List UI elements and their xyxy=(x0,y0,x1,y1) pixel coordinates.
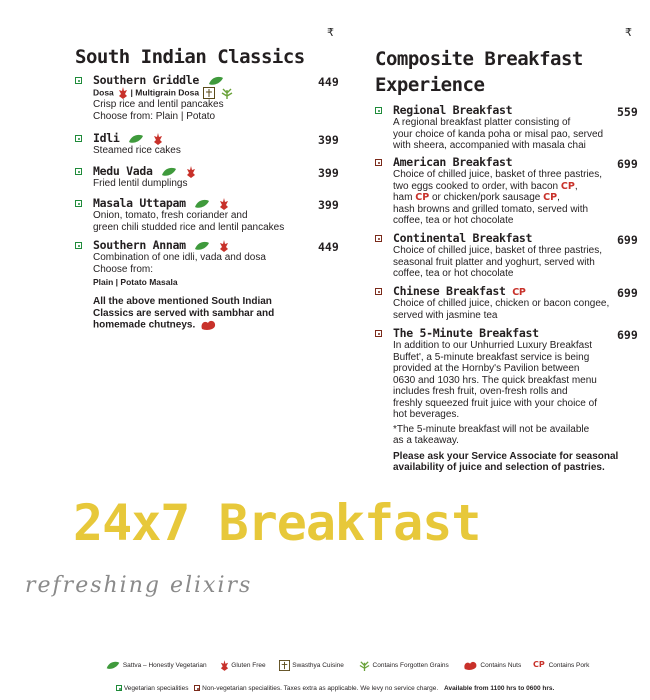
item-name: Southern Annam xyxy=(93,238,186,252)
item-choose: Choose from: Plain | Potato xyxy=(93,110,216,122)
ask-line-1: Please ask your Service Associate for seasonal xyxy=(393,450,619,462)
item-desc-line-4: hash browns and grilled tomato, served with xyxy=(393,203,589,215)
menu-item-american-breakfast: American Breakfast Choice of chilled juice, basket of three pastries, two eggs cooked to order, with bacon CP, ham CP or chicken/pork sausage CP, hash browns and grilled tomato, served with coffee, tea or hot chocolate xyxy=(393,155,633,227)
contains-pork-badge: CP xyxy=(560,180,575,192)
item-name: Regional Breakfast xyxy=(393,103,513,117)
south-note xyxy=(93,296,333,331)
item-desc-line-5: coffee, tea or hot chocolate xyxy=(393,215,514,226)
gluten-free-icon xyxy=(118,87,128,99)
ask-line-2: availability of juice and selection of pastries. xyxy=(393,462,605,473)
item-note-line-2: as a takeaway. xyxy=(393,435,459,446)
veg-marker xyxy=(116,685,122,691)
sattva-leaf-icon xyxy=(105,661,121,670)
item-desc-line-2: seasonal fruit platter and yoghurt, served with xyxy=(393,256,595,268)
item-name: Southern Griddle xyxy=(93,73,199,87)
legend-contains-pork: Contains Pork xyxy=(548,662,590,670)
item-desc-line-2: two eggs cooked to order, with bacon xyxy=(393,180,559,192)
item-options: Plain | Potato Masala xyxy=(93,277,178,287)
item-sub-dosa: Dosa xyxy=(93,87,114,98)
note-line-1: All the above mentioned South Indian xyxy=(93,296,272,307)
item-price: 449 xyxy=(318,75,339,89)
menu-item-idli xyxy=(93,131,333,157)
item-desc: Fried lentil dumplings xyxy=(93,178,188,189)
item-desc-line-1: Choice of chilled juice, chicken or bacon congee, xyxy=(393,298,610,309)
item-name: Idli xyxy=(93,131,120,145)
sattva-leaf-icon xyxy=(208,76,224,86)
item-desc-line-4: 0630 and 1030 hrs. The quick breakfast menu xyxy=(393,374,597,386)
item-desc-line-1: Choice of chilled juice, basket of three pastries, xyxy=(393,169,602,180)
swasthya-icon xyxy=(203,87,215,99)
menu-item-regional-breakfast xyxy=(393,103,633,152)
veg-marker xyxy=(375,107,382,114)
footer-availability: Available from 1100 hrs to 0600 hrs. xyxy=(444,685,555,692)
item-name: Medu Vada xyxy=(93,164,153,178)
item-price: 449 xyxy=(318,240,339,254)
sattva-leaf-icon xyxy=(194,199,210,209)
legend-forgotten-grains: Contains Forgotten Grains xyxy=(372,662,449,670)
item-price: 699 xyxy=(617,233,638,247)
icon-legend xyxy=(103,660,599,671)
footer-nonveg: Non-vegetarian specialities. Taxes extra as applicable. We levy no service charge. xyxy=(202,685,439,692)
gluten-free-icon xyxy=(219,240,229,252)
sattva-leaf-icon xyxy=(161,167,177,177)
contains-pork-badge: CP xyxy=(512,287,526,298)
title-line-1: Composite Breakfast xyxy=(375,48,583,70)
currency-symbol-left: ₹ xyxy=(327,26,334,39)
menu-item-chinese-breakfast xyxy=(393,284,633,321)
footer-veg: Vegetarian specialities xyxy=(123,685,189,692)
forgotten-grains-icon xyxy=(358,660,371,671)
item-price: 399 xyxy=(318,133,339,147)
veg-marker xyxy=(75,200,82,207)
item-desc-line-3a: ham xyxy=(393,192,413,203)
gluten-free-icon xyxy=(219,198,229,210)
sattva-leaf-icon xyxy=(128,134,144,144)
legend-contains-nuts: Contains Nuts xyxy=(480,662,522,670)
item-desc: Combination of one idli, vada and dosa xyxy=(93,252,266,263)
menu-item-masala-uttapam xyxy=(93,196,333,233)
non-veg-marker xyxy=(375,159,382,166)
item-price: 399 xyxy=(318,166,339,180)
item-desc-line-3: coffee, tea or hot chocolate xyxy=(393,268,514,279)
veg-marker xyxy=(75,77,82,84)
section-title-south-indian: South Indian Classics xyxy=(75,46,305,68)
item-desc-line-2: your choice of kanda poha or misal pao, served xyxy=(393,128,604,140)
note-line-3: homemade chutneys. xyxy=(93,319,196,331)
gluten-free-icon xyxy=(220,660,229,671)
item-desc-line-1: A regional breakfast platter consisting of xyxy=(393,117,571,128)
footer-note xyxy=(116,684,554,692)
item-name: Chinese Breakfast xyxy=(393,284,506,298)
title-line-2: Experience xyxy=(375,74,485,96)
item-desc-line-2: served with jasmine tea xyxy=(393,309,498,321)
section-title-composite xyxy=(375,46,583,98)
item-sub-multigrain: | Multigrain Dosa xyxy=(130,87,200,98)
item-desc-line-1: Choice of chilled juice, basket of three pastries, xyxy=(393,245,602,256)
item-desc-line-1: Onion, tomato, fresh coriander and xyxy=(93,210,248,221)
contains-nuts-icon xyxy=(200,319,218,331)
contains-pork-badge: CP xyxy=(415,192,430,203)
banner-title: 24x7 Breakfast xyxy=(73,494,481,552)
legend-swasthya: Swasthya Cuisine xyxy=(292,662,344,670)
item-name: Masala Uttapam xyxy=(93,196,186,210)
item-price: 399 xyxy=(318,198,339,212)
gluten-free-icon xyxy=(186,166,196,178)
item-desc-line-7: hot beverages. xyxy=(393,409,460,420)
item-name: The 5-Minute Breakfast xyxy=(393,326,539,340)
forgotten-grains-icon xyxy=(220,87,234,99)
non-veg-marker xyxy=(375,288,382,295)
item-name: American Breakfast xyxy=(393,155,513,169)
menu-item-continental-breakfast xyxy=(393,231,633,280)
gluten-free-icon xyxy=(153,133,163,145)
veg-marker xyxy=(75,168,82,175)
item-choose: Choose from: xyxy=(93,263,154,275)
item-desc: Crisp rice and lentil pancakes xyxy=(93,99,224,110)
item-desc-line-5: includes fresh fruit, oven-fresh rolls and xyxy=(393,386,568,397)
banner-subtitle: refreshing elixirs xyxy=(25,573,253,598)
item-price: 559 xyxy=(617,105,638,119)
item-desc-line-6: freshly squeezed fruit juice with your choice of xyxy=(393,397,597,409)
swasthya-icon xyxy=(279,660,290,671)
currency-symbol-right: ₹ xyxy=(625,26,632,39)
contains-nuts-icon xyxy=(463,660,479,671)
item-desc: Steamed rice cakes xyxy=(93,145,181,156)
legend-sattva: Sattva – Honestly Vegetarian xyxy=(122,662,207,670)
sattva-leaf-icon xyxy=(194,241,210,251)
item-note-line-1: *The 5-minute breakfast will not be available xyxy=(393,423,590,435)
note-line-2: Classics are served with sambhar and xyxy=(93,307,275,319)
item-name: Continental Breakfast xyxy=(393,231,533,245)
veg-marker xyxy=(75,242,82,249)
item-desc-line-2: green chili studded rice and lentil pancakes xyxy=(93,221,285,233)
item-price: 699 xyxy=(617,286,638,300)
item-desc-line-3: provided at the Hornby's Pavilion between xyxy=(393,363,580,374)
menu-item-southern-annam xyxy=(93,238,333,287)
item-price: 699 xyxy=(617,328,638,342)
item-desc-line-2: Buffet', a 5-minute breakfast service is being xyxy=(393,351,590,363)
veg-marker xyxy=(75,135,82,142)
non-veg-marker xyxy=(375,235,382,242)
contains-pork-badge: CP xyxy=(533,660,545,670)
contains-pork-badge: CP xyxy=(543,192,558,203)
menu-item-medu-vada xyxy=(93,164,333,190)
non-veg-marker xyxy=(194,685,200,691)
item-price: 699 xyxy=(617,157,638,171)
menu-item-southern-griddle xyxy=(93,73,333,122)
menu-item-5-minute-breakfast xyxy=(393,326,633,474)
item-desc-line-1: In addition to our Unhurried Luxury Breakfast xyxy=(393,340,592,351)
legend-gluten-free: Gluten Free xyxy=(231,662,266,670)
non-veg-marker xyxy=(375,330,382,337)
item-desc-line-3b: or chicken/pork sausage xyxy=(431,192,541,203)
item-desc-line-3: with sheera, accompanied with masala chai xyxy=(393,140,586,151)
